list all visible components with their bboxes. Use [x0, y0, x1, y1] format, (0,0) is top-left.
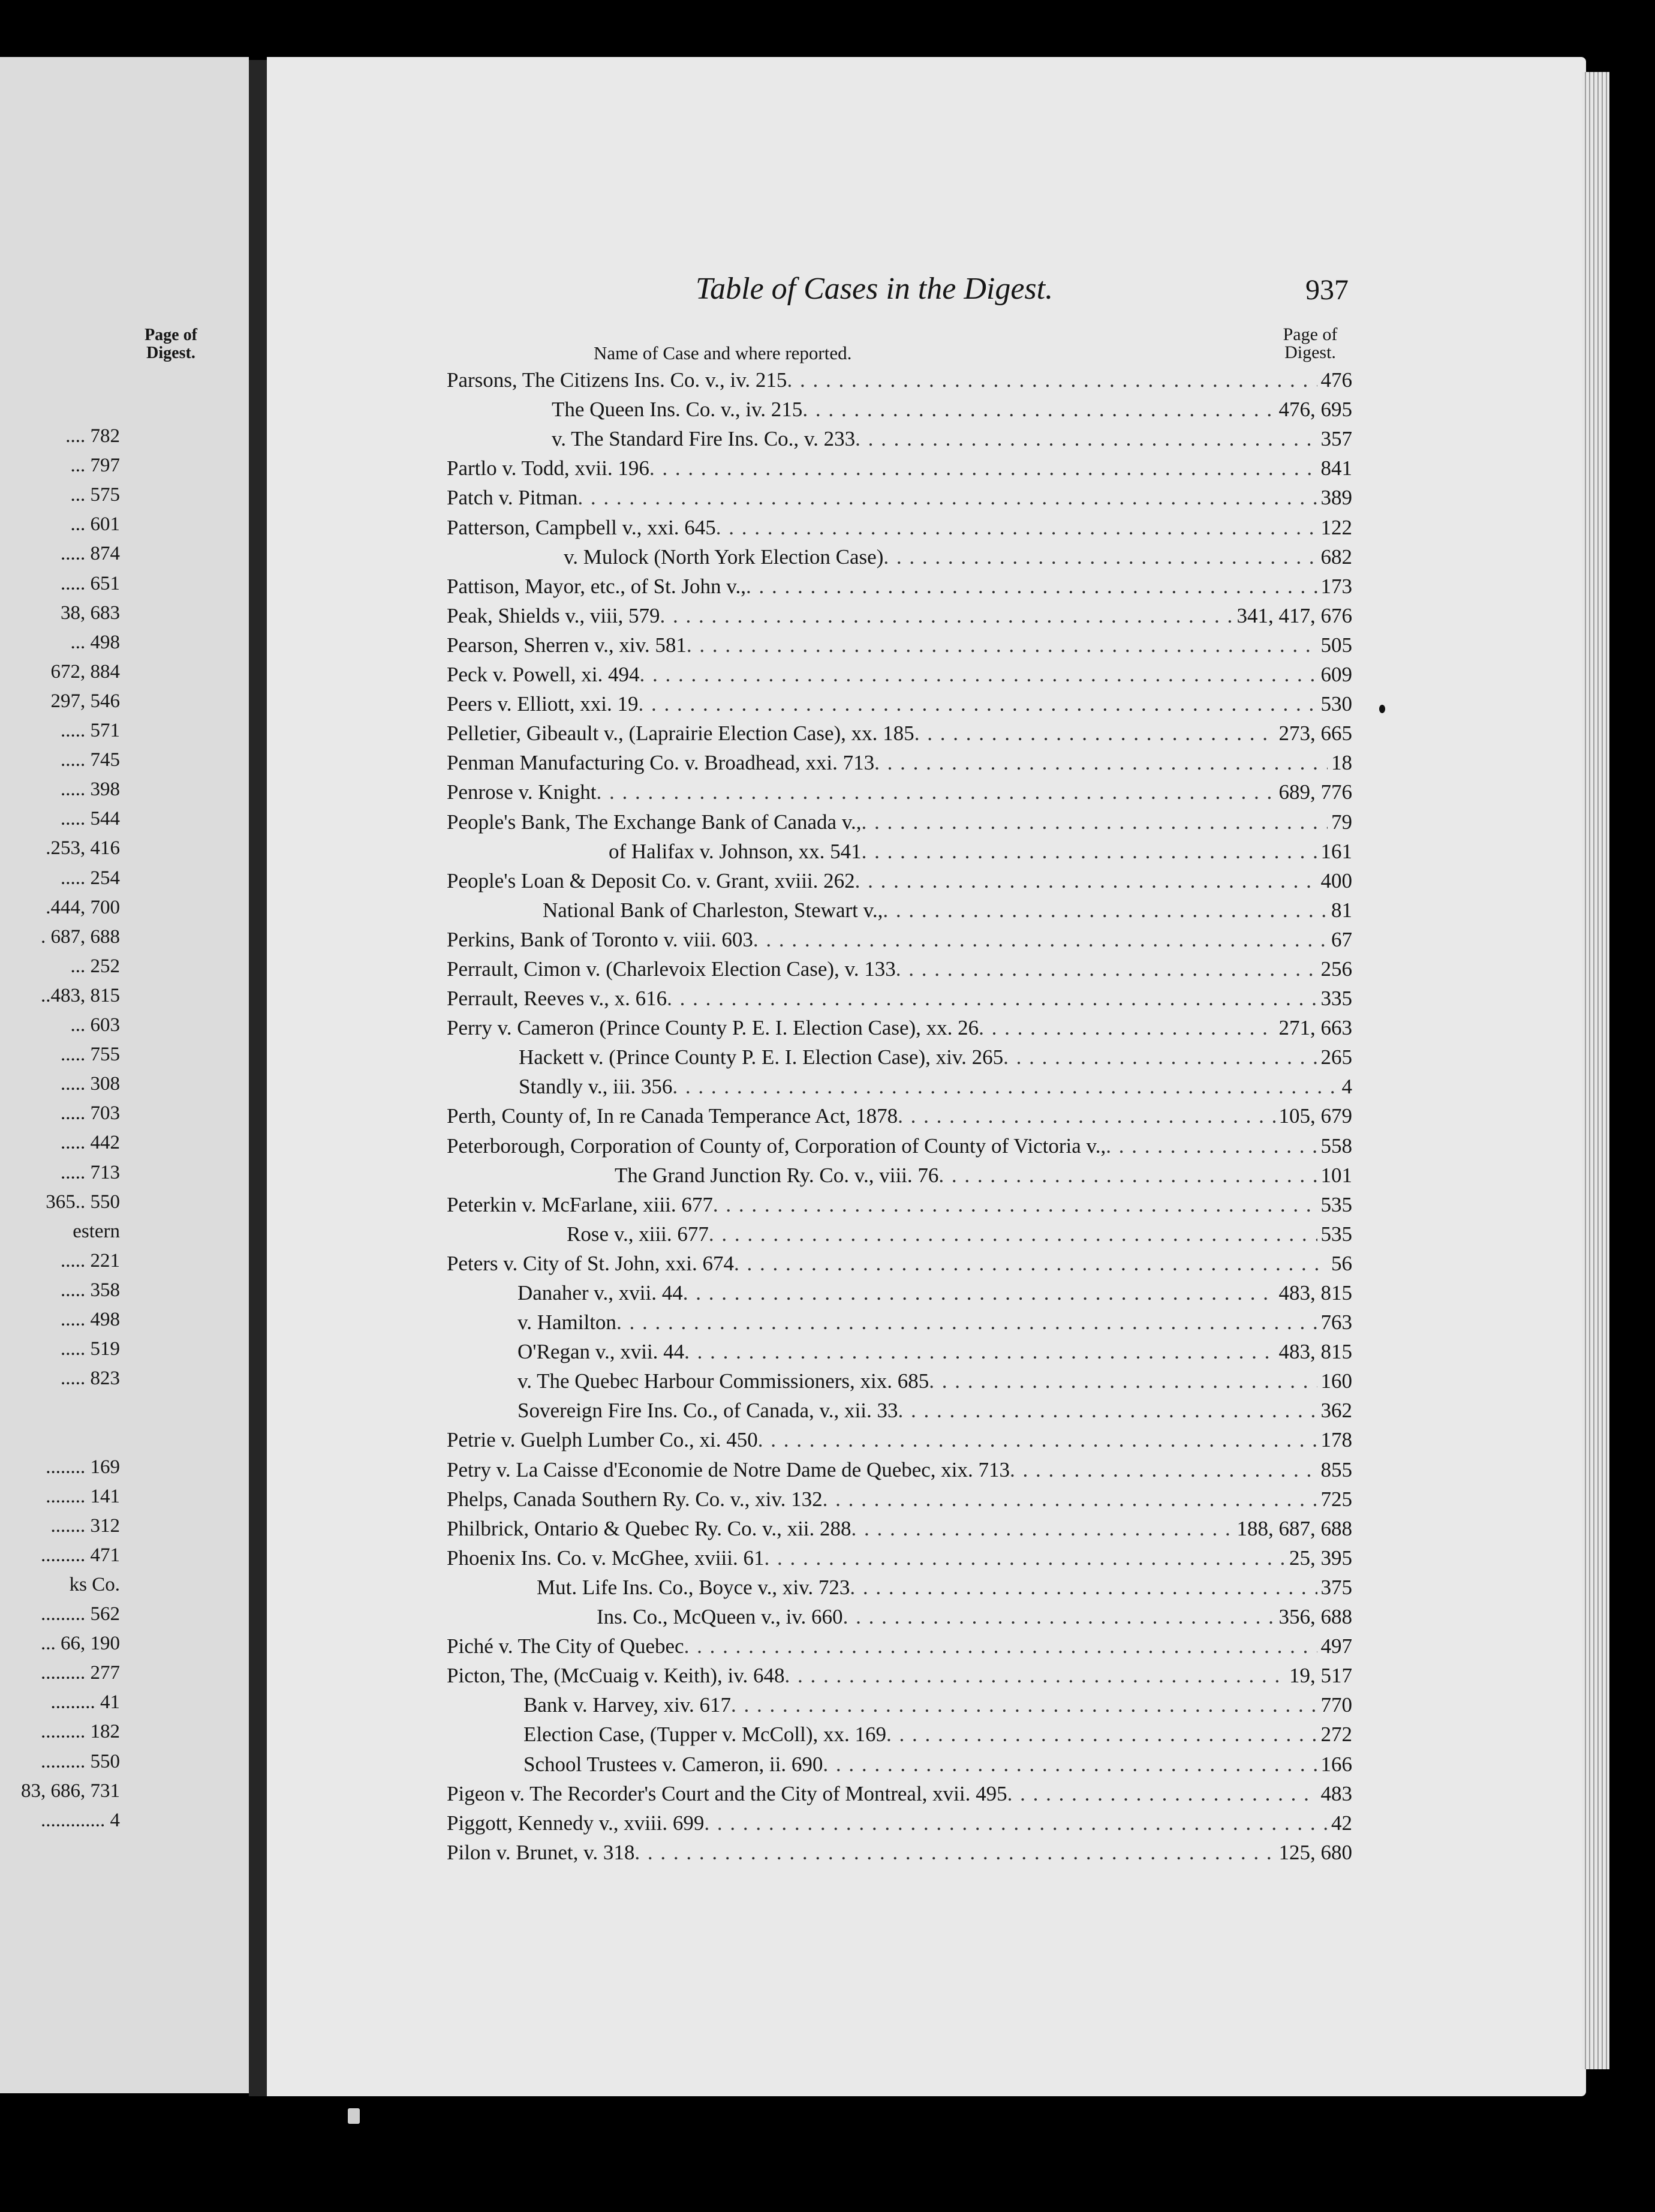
left-page-row: ..... 398 — [61, 779, 120, 801]
case-name: Ins. Co., McQueen v., iv. 660 — [597, 1605, 843, 1629]
left-page-row: ........ 141 — [46, 1485, 120, 1507]
digest-page: 81 — [1331, 898, 1352, 922]
case-entry — [447, 540, 1352, 569]
case-entry — [447, 480, 1352, 510]
digest-page: 272 — [1320, 1723, 1352, 1747]
digest-page: 56 — [1331, 1251, 1352, 1275]
case-entry — [447, 1717, 1352, 1747]
leader-dots — [896, 957, 1317, 981]
digest-page: 4 — [1341, 1075, 1352, 1099]
left-page-row: ....... 312 — [50, 1514, 120, 1537]
digest-page: 483, 815 — [1278, 1340, 1352, 1364]
leader-dots — [862, 810, 1328, 834]
case-entry — [447, 1835, 1352, 1865]
leader-dots — [660, 604, 1233, 628]
case-name: Peak, Shields v., viii, 579 — [447, 603, 660, 627]
case-entry — [447, 1217, 1352, 1246]
leader-dots — [687, 633, 1317, 657]
left-page-row: ... 66, 190 — [41, 1633, 120, 1655]
case-name: Election Case, (Tupper v. McColl), xx. 169 — [523, 1723, 886, 1747]
left-page-row: ..... 544 — [61, 808, 120, 830]
case-entry — [447, 1570, 1352, 1600]
left-page-row: ..... 571 — [61, 720, 120, 741]
case-entry — [447, 1541, 1352, 1570]
left-page-row: 672, 884 — [50, 660, 120, 683]
digest-page: 558 — [1320, 1134, 1352, 1158]
digest-page: 79 — [1331, 810, 1352, 834]
left-page-row: ... 601 — [70, 513, 120, 536]
digest-page: 497 — [1320, 1634, 1352, 1658]
left-page-row: ......... 277 — [41, 1662, 120, 1684]
case-name: Perkins, Bank of Toronto v. viii. 603 — [447, 927, 753, 951]
left-page-row: ..... 498 — [61, 1309, 120, 1330]
case-name: Rose v., xiii. 677 — [567, 1222, 709, 1246]
leader-dots — [577, 486, 1317, 510]
leader-dots — [979, 1016, 1275, 1040]
digest-page: 25, 395 — [1289, 1546, 1352, 1570]
case-name: Bank v. Harvey, xiv. 617 — [523, 1693, 732, 1717]
digest-page: 19, 517 — [1289, 1664, 1352, 1688]
case-name: People's Bank, The Exchange Bank of Canada v., — [447, 810, 862, 834]
case-entry — [447, 1305, 1352, 1335]
case-name: Penrose v. Knight — [447, 780, 597, 804]
case-entry — [447, 451, 1352, 480]
left-page-row: ... 603 — [70, 1014, 120, 1036]
leader-dots — [914, 722, 1275, 746]
digest-page: 375 — [1320, 1575, 1352, 1599]
case-entry — [447, 628, 1352, 657]
digest-page: 389 — [1320, 486, 1352, 510]
digest-page: 335 — [1320, 987, 1352, 1011]
case-name: Peers v. Elliott, xxi. 19 — [447, 692, 639, 716]
case-name: Pattison, Mayor, etc., of St. John v., — [447, 574, 746, 598]
leader-dots — [731, 1693, 1317, 1717]
left-page-row: .... 782 — [65, 425, 120, 447]
case-name: School Trustees v. Cameron, ii. 690 — [523, 1752, 823, 1776]
left-page-row: ......... 182 — [41, 1721, 120, 1743]
case-entry — [447, 864, 1352, 893]
left-page-row: .444, 700 — [46, 896, 120, 918]
scan-speck — [1379, 705, 1385, 713]
case-name: Hackett v. (Prince County P. E. I. Election Case), xiv. 265 — [519, 1045, 1004, 1069]
case-entry — [447, 657, 1352, 687]
digest-page: 356, 688 — [1278, 1605, 1352, 1629]
digest-page: 67 — [1331, 927, 1352, 951]
case-entry — [447, 1658, 1352, 1688]
leader-dots — [634, 1841, 1275, 1865]
column-head-page — [1265, 326, 1355, 362]
leader-dots — [785, 1664, 1286, 1688]
leader-dots — [862, 840, 1317, 864]
case-entry — [447, 1423, 1352, 1452]
digest-page: 535 — [1320, 1222, 1352, 1246]
case-entry — [447, 363, 1352, 392]
digest-page: 483 — [1320, 1781, 1352, 1805]
leader-dots — [684, 1634, 1317, 1658]
left-page-row: ..... 221 — [61, 1249, 120, 1272]
digest-page: 122 — [1320, 515, 1352, 539]
left-head-line1: Page of — [145, 326, 197, 344]
case-entry — [447, 1246, 1352, 1276]
case-entry — [447, 1747, 1352, 1776]
case-name: of Halifax v. Johnson, xx. 541 — [609, 839, 862, 863]
left-page-row: ..... 442 — [61, 1132, 120, 1154]
left-page-row: ... 498 — [70, 631, 120, 653]
case-entry — [447, 1188, 1352, 1217]
digest-page: 161 — [1320, 839, 1352, 863]
digest-page: 689, 776 — [1278, 780, 1352, 804]
leader-dots — [758, 1428, 1317, 1452]
left-page-row: ........ 169 — [46, 1456, 120, 1478]
digest-page: 530 — [1320, 692, 1352, 716]
case-name: Sovereign Fire Ins. Co., of Canada, v., xii. 33 — [517, 1399, 898, 1423]
leader-dots — [672, 1075, 1338, 1099]
case-name: Parsons, The Citizens Ins. Co. v., iv. 215 — [447, 368, 787, 392]
column-head-name: Name of Case and where reported. — [594, 342, 852, 363]
left-page-row: 297, 546 — [50, 690, 120, 712]
case-name: v. The Standard Fire Ins. Co., v. 233 — [552, 427, 856, 451]
leader-dots — [597, 780, 1275, 804]
leader-dots — [929, 1369, 1317, 1393]
case-name: O'Regan v., xvii. 44 — [517, 1340, 685, 1364]
case-name: Phelps, Canada Southern Ry. Co. v., xiv. 132 — [447, 1487, 823, 1511]
case-entry — [447, 804, 1352, 834]
case-entry — [447, 1511, 1352, 1541]
case-entry — [447, 893, 1352, 922]
left-page-row: ... 797 — [70, 455, 120, 477]
left-page-row: 365.. 550 — [46, 1191, 120, 1213]
case-name: Perry v. Cameron (Prince County P. E. I. Election Case), xx. 26 — [447, 1016, 979, 1040]
left-page-row: ..... 308 — [61, 1073, 120, 1095]
case-name: Petrie v. Guelph Lumber Co., xi. 450 — [447, 1428, 758, 1452]
left-page-row: ... 252 — [70, 955, 120, 977]
case-entry — [447, 952, 1352, 981]
case-entry — [447, 1806, 1352, 1835]
case-name: Patterson, Campbell v., xxi. 645 — [447, 515, 716, 539]
case-name: v. The Quebec Harbour Commissioners, xix. 685 — [517, 1369, 929, 1393]
digest-page: 341, 417, 676 — [1236, 603, 1352, 627]
case-entry — [447, 687, 1352, 716]
case-entry — [447, 1452, 1352, 1481]
digest-page: 256 — [1320, 957, 1352, 981]
digest-page: 265 — [1320, 1045, 1352, 1069]
page-number: 937 — [1305, 274, 1349, 306]
case-name: Peck v. Powell, xi. 494 — [447, 663, 640, 687]
case-name: Partlo v. Todd, xvii. 196 — [447, 456, 649, 480]
left-page-column-head — [99, 326, 243, 362]
leader-dots — [1106, 1134, 1317, 1158]
case-entry — [447, 1364, 1352, 1393]
left-page-row: ..... 755 — [61, 1044, 120, 1066]
left-page-row: 38, 683 — [61, 602, 120, 624]
digest-page: 855 — [1320, 1457, 1352, 1481]
digest-page: 105, 679 — [1278, 1104, 1352, 1128]
case-name: Peterkin v. McFarlane, xiii. 677 — [447, 1192, 713, 1216]
left-page-row: ks Co. — [69, 1573, 120, 1595]
leader-dots — [649, 456, 1317, 480]
leader-dots — [850, 1576, 1317, 1600]
case-entry — [447, 1777, 1352, 1806]
digest-page: 476, 695 — [1278, 398, 1352, 422]
digest-page: 271, 663 — [1278, 1016, 1352, 1040]
case-name: National Bank of Charleston, Stewart v., — [543, 898, 883, 922]
case-entry — [447, 1099, 1352, 1128]
left-page-row: .253, 416 — [46, 837, 120, 859]
digest-page: 483, 815 — [1278, 1281, 1352, 1305]
left-page — [0, 57, 249, 2093]
digest-page: 42 — [1331, 1811, 1352, 1835]
digest-page: 841 — [1320, 456, 1352, 480]
leader-dots — [855, 869, 1317, 893]
leader-dots — [684, 1340, 1275, 1364]
left-page-row: ..... 358 — [61, 1279, 120, 1301]
left-page-row: ......... 550 — [41, 1750, 120, 1772]
case-entry — [447, 775, 1352, 804]
digest-page: 166 — [1320, 1752, 1352, 1776]
leader-dots — [716, 516, 1317, 540]
case-name: Pearson, Sherren v., xiv. 581 — [447, 633, 687, 657]
left-page-row: ..... 651 — [61, 572, 120, 594]
left-page-row: ......... 471 — [41, 1544, 120, 1566]
case-name: Picton, The, (McCuaig v. Keith), iv. 648 — [447, 1664, 785, 1688]
case-entry — [447, 510, 1352, 539]
case-name: Danaher v., xvii. 44 — [517, 1281, 683, 1305]
case-entry — [447, 1629, 1352, 1658]
case-entry — [447, 1393, 1352, 1423]
leader-dots — [886, 1723, 1317, 1747]
digest-page: 188, 687, 688 — [1236, 1516, 1352, 1540]
leader-dots — [898, 1399, 1317, 1423]
digest-page: 160 — [1320, 1369, 1352, 1393]
case-entry — [447, 746, 1352, 775]
case-name: The Queen Ins. Co. v., iv. 215 — [552, 398, 803, 422]
digest-page: 770 — [1320, 1693, 1352, 1717]
leader-dots — [683, 1281, 1275, 1305]
case-entry — [447, 599, 1352, 628]
left-head-line2: Digest. — [146, 344, 195, 362]
leader-dots — [639, 663, 1317, 687]
leader-dots — [1003, 1045, 1317, 1069]
digest-page: 725 — [1320, 1487, 1352, 1511]
case-entries — [447, 363, 1352, 1865]
case-name: Perrault, Cimon v. (Charlevoix Election Case), v. 133 — [447, 957, 896, 981]
case-entry — [447, 1158, 1352, 1188]
left-page-row: ......... 562 — [41, 1603, 120, 1625]
case-entry — [447, 1482, 1352, 1511]
digest-page: 18 — [1331, 751, 1352, 775]
left-page-row: 83, 686, 731 — [21, 1780, 120, 1802]
left-page-row: ..... 254 — [61, 867, 120, 889]
page-edges — [1582, 72, 1609, 2069]
case-entry — [447, 1011, 1352, 1040]
case-name: Piché v. The City of Quebec — [447, 1634, 684, 1658]
left-page-row: ............. 4 — [41, 1809, 120, 1831]
case-entry — [447, 1069, 1352, 1099]
leader-dots — [704, 1811, 1328, 1835]
case-name: Phoenix Ins. Co. v. McGhee, xviii. 61 — [447, 1546, 765, 1570]
leader-dots — [753, 928, 1328, 952]
case-entry — [447, 392, 1352, 422]
digest-page: 357 — [1320, 427, 1352, 451]
digest-page: 101 — [1320, 1163, 1352, 1187]
digest-page: 505 — [1320, 633, 1352, 657]
case-name: Perth, County of, In re Canada Temperance Act, 1878 — [447, 1104, 898, 1128]
case-entry — [447, 1688, 1352, 1717]
case-name: Pilon v. Brunet, v. 318 — [447, 1840, 635, 1864]
case-entry — [447, 716, 1352, 746]
leader-dots — [713, 1193, 1317, 1217]
case-name: Peters v. City of St. John, xxi. 674 — [447, 1251, 734, 1275]
leader-dots — [851, 1517, 1233, 1541]
leader-dots — [1010, 1458, 1317, 1482]
leader-dots — [734, 1252, 1328, 1276]
case-name: v. Hamilton — [517, 1311, 616, 1335]
leader-dots — [883, 545, 1317, 569]
leader-dots — [883, 898, 1328, 922]
case-entry — [447, 422, 1352, 451]
leader-dots — [802, 398, 1275, 422]
leader-dots — [639, 692, 1317, 716]
case-name: Pelletier, Gibeault v., (Laprairie Election Case), xx. 185 — [447, 722, 914, 746]
case-entry — [447, 1600, 1352, 1629]
column-head-page-line2: Digest. — [1284, 342, 1336, 362]
left-page-row: estern — [73, 1220, 120, 1242]
digest-page: 273, 665 — [1278, 722, 1352, 746]
leader-dots — [765, 1546, 1286, 1570]
left-page-row: . 687, 688 — [41, 925, 120, 948]
case-name: Philbrick, Ontario & Quebec Ry. Co. v., xii. 288 — [447, 1516, 851, 1540]
leader-dots — [746, 575, 1317, 599]
leader-dots — [855, 427, 1317, 451]
left-page-row: ..... 874 — [61, 543, 120, 565]
case-name: Piggott, Kennedy v., xviii. 699 — [447, 1811, 705, 1835]
case-entry — [447, 569, 1352, 599]
leader-dots — [1007, 1782, 1317, 1806]
leader-dots — [898, 1104, 1275, 1128]
case-name: Petry v. La Caisse d'Economie de Notre Dame de Quebec, xix. 713 — [447, 1457, 1010, 1481]
case-name: Penman Manufacturing Co. v. Broadhead, xxi. 713 — [447, 751, 875, 775]
left-page-row: ... 575 — [70, 484, 120, 506]
case-name: Mut. Life Ins. Co., Boyce v., xiv. 723 — [537, 1575, 850, 1599]
digest-page: 173 — [1320, 574, 1352, 598]
left-page-row: ..483, 815 — [41, 984, 120, 1006]
case-entry — [447, 981, 1352, 1011]
digest-page: 125, 680 — [1278, 1840, 1352, 1864]
leader-dots — [823, 1753, 1317, 1777]
left-page-row: ..... 519 — [61, 1338, 120, 1360]
case-name: The Grand Junction Ry. Co. v., viii. 76 — [615, 1163, 939, 1187]
case-name: Patch v. Pitman — [447, 486, 578, 510]
case-entry — [447, 922, 1352, 952]
case-entry — [447, 834, 1352, 864]
case-name: Pigeon v. The Recorder's Court and the City of Montreal, xvii. 495 — [447, 1781, 1007, 1805]
case-name: Standly v., iii. 356 — [519, 1075, 673, 1099]
left-page-row: ..... 713 — [61, 1161, 120, 1183]
leader-dots — [709, 1222, 1317, 1246]
case-entry — [447, 1040, 1352, 1069]
digest-page: 682 — [1320, 545, 1352, 569]
left-page-row: ..... 703 — [61, 1102, 120, 1125]
case-name: People's Loan & Deposit Co. v. Grant, xviii. 262 — [447, 868, 855, 892]
digest-page: 763 — [1320, 1311, 1352, 1335]
leader-dots — [843, 1605, 1275, 1629]
digest-page: 535 — [1320, 1192, 1352, 1216]
leader-dots — [667, 987, 1317, 1011]
leader-dots — [823, 1487, 1317, 1511]
case-entry — [447, 1276, 1352, 1305]
left-page-row: ..... 823 — [61, 1368, 120, 1390]
case-entry — [447, 1335, 1352, 1364]
leader-dots — [787, 368, 1317, 392]
case-name: Perrault, Reeves v., x. 616 — [447, 987, 667, 1011]
left-page-row: ..... 745 — [61, 749, 120, 771]
case-name: Peterborough, Corporation of County of, Corporation of County of Victoria v., — [447, 1134, 1106, 1158]
leader-dots — [938, 1164, 1317, 1188]
digest-page: 362 — [1320, 1399, 1352, 1423]
running-head: Table of Cases in the Digest. — [696, 272, 1054, 306]
left-page-row: ......... 41 — [50, 1691, 120, 1714]
leader-dots — [616, 1311, 1317, 1335]
digest-page: 476 — [1320, 368, 1352, 392]
column-head-page-line1: Page of — [1283, 324, 1338, 344]
digest-page: 178 — [1320, 1428, 1352, 1452]
digest-page: 400 — [1320, 868, 1352, 892]
scan-mark — [348, 2108, 360, 2124]
leader-dots — [874, 751, 1328, 775]
case-entry — [447, 1128, 1352, 1158]
case-name: v. Mulock (North York Election Case) — [564, 545, 884, 569]
digest-page: 609 — [1320, 663, 1352, 687]
